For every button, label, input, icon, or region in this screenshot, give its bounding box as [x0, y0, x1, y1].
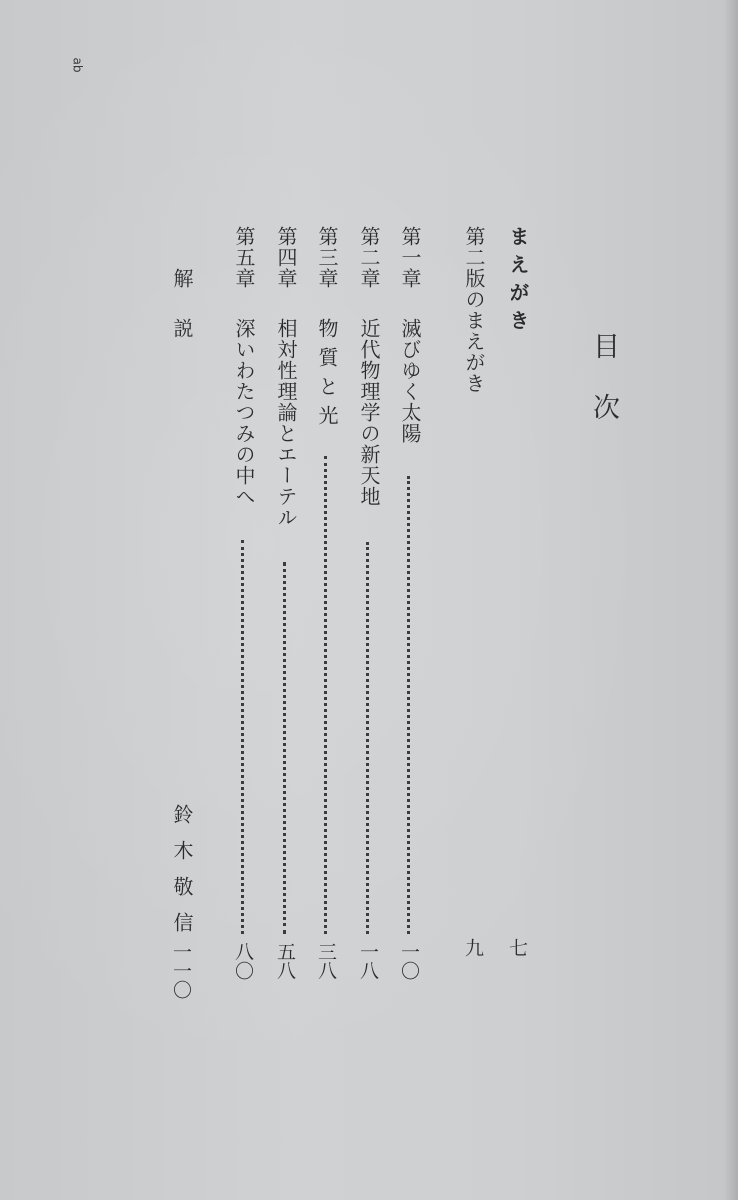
toc-leader-dots	[283, 562, 286, 934]
toc-chapter-page: 一〇	[398, 942, 420, 980]
toc-entry-second-edition-preface[interactable]	[460, 226, 488, 986]
toc-chapter-title: 相対性理論とエーテル	[274, 318, 298, 528]
toc-chapter-number: 第五章	[232, 226, 256, 289]
toc-commentary-page: 一一〇	[170, 942, 192, 999]
toc-entry-chapter-5[interactable]	[230, 226, 258, 986]
toc-entry-page: 九	[462, 938, 484, 957]
toc-chapter-page: 三八	[315, 942, 337, 980]
toc-chapter-title: 深いわたつみの中へ	[232, 318, 256, 507]
toc-chapter-page: 五八	[274, 942, 296, 980]
toc-chapter-number: 第三章	[315, 226, 339, 289]
toc-chapter-page: 一八	[357, 942, 379, 980]
toc-chapter-page: 八〇	[232, 942, 254, 980]
toc-entry-title: まえがき	[506, 226, 530, 338]
toc-commentary-title: 解説	[170, 268, 194, 368]
toc-chapter-number: 第四章	[274, 226, 298, 289]
toc-entry-chapter-3[interactable]	[313, 226, 341, 986]
toc-leader-dots	[407, 476, 410, 934]
toc-chapter-number: 第一章	[398, 226, 422, 289]
toc-entry-commentary[interactable]	[168, 268, 196, 999]
toc-leader-dots	[241, 540, 244, 934]
toc-title: 目次	[588, 332, 619, 454]
page-edge-shadow	[724, 0, 738, 1200]
toc-chapter-title: 近代物理学の新天地	[357, 318, 381, 507]
toc-entry-title: 第二版のまえがき	[462, 226, 486, 394]
toc-leader-dots	[366, 542, 369, 934]
toc-entry-chapter-2[interactable]	[355, 226, 383, 986]
toc-entry-page: 七	[506, 938, 528, 957]
toc-chapter-title: 滅びゆく太陽	[398, 318, 422, 444]
toc-entry-chapter-1[interactable]	[396, 226, 424, 986]
toc-chapter-title: 物質と光	[315, 318, 339, 434]
toc-entry-chapter-4[interactable]	[272, 226, 300, 986]
toc-leader-dots	[324, 456, 327, 934]
toc-entry-preface[interactable]	[504, 226, 532, 986]
toc-chapter-number: 第二章	[357, 226, 381, 289]
toc-commentary-author: 鈴木敬信	[170, 804, 194, 948]
page-corner-mark: ab	[70, 57, 85, 73]
